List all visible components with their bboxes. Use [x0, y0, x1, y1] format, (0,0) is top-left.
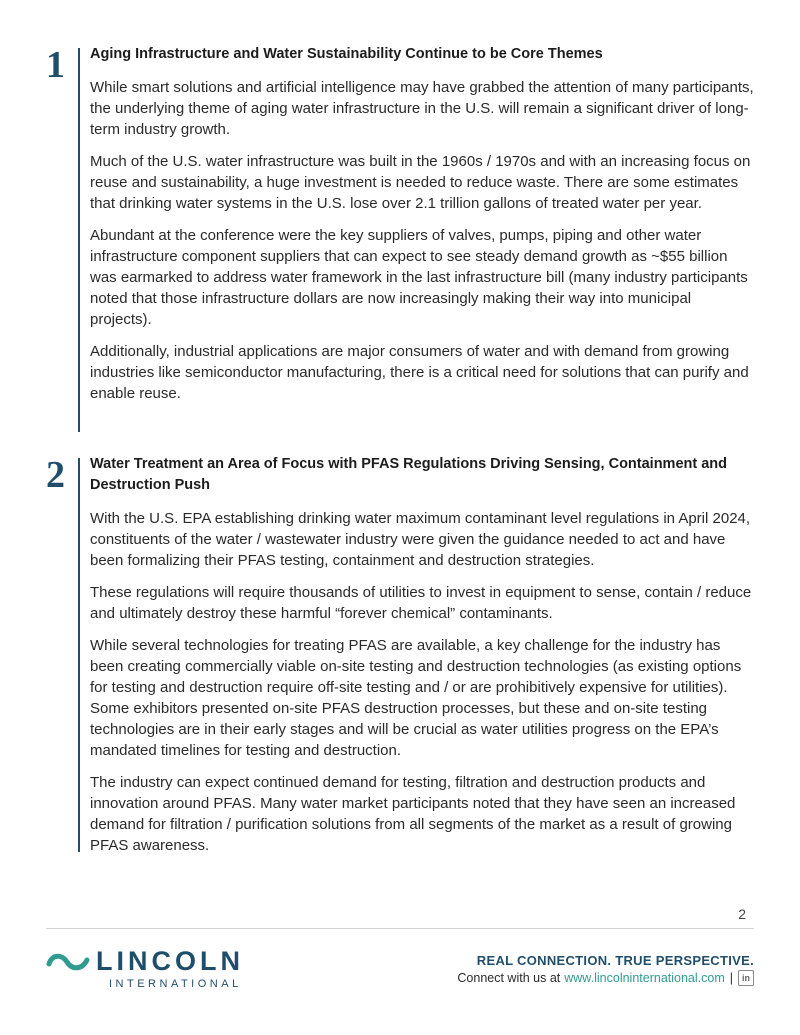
lincoln-wave-icon [46, 950, 90, 974]
section-divider-bar [78, 458, 80, 852]
separator: | [729, 971, 733, 985]
linkedin-icon[interactable]: in [738, 970, 754, 986]
section-heading: Aging Infrastructure and Water Sustainability Continue to be Core Themes [90, 46, 603, 62]
paragraph: These regulations will require thousands of utilities to invest in equipment to sense, contain / reduce and ultimately destroy these harmful “forever chemical” contaminants. [90, 584, 752, 622]
paragraph: Abundant at the conference were the key suppliers of valves, pumps, piping and other water infrastructure component suppliers that can expect to see steady demand growth as ~$55 billion was earmarked to address water framework in the last infrastructure bill (many industry participants noted that those infrastructure dollars are now increasingly making their way into municipal projects). [90, 227, 748, 328]
tagline: REAL CONNECTION. TRUE PERSPECTIVE. [476, 953, 754, 968]
connect-line [457, 970, 754, 986]
section-divider-bar [78, 48, 80, 432]
section-number: 1 [46, 44, 65, 86]
connect-prefix: Connect with us at [457, 971, 561, 985]
section-number: 2 [46, 454, 65, 496]
section-content [90, 454, 755, 867]
paragraph: Additionally, industrial applications are major consumers of water and with demand from growing industries like semiconductor manufacturing, there is a critical need for solutions that can purify and enable reuse. [90, 343, 749, 402]
paragraph: While several technologies for treating PFAS are available, a key challenge for the industry has been creating commercially viable on-site testing and destruction technologies (as existing options for testing and destruction require off-site testing and / or are prohibitively expensive for utilities). Some exhibitors presented on-site PFAS destruction processes, but these and on-site testing technologies are in their early stages and will be crucial as water utilities progress on the EPA’s mandated timelines for testing and destruction. [90, 637, 742, 759]
page-number: 2 [738, 906, 746, 922]
paragraph: The industry can expect continued demand for testing, filtration and destruction products and innovation around PFAS. Many water market participants noted that they have seen an increased demand for filtration / purification solutions from all segments of the market as a result of growing PFAS awareness. [90, 774, 736, 854]
paragraph: While smart solutions and artificial intelligence may have grabbed the attention of many participants, the underlying theme of aging water infrastructure in the U.S. will remain a significant driver of long-term industry growth. [90, 79, 754, 138]
logo-subtitle: INTERNATIONAL [109, 978, 242, 990]
section-heading: Water Treatment an Area of Focus with PFAS Regulations Driving Sensing, Containment and Destruction Push [90, 456, 728, 493]
paragraph: With the U.S. EPA establishing drinking water maximum contaminant level regulations in April 2024, constituents of the water / wastewater industry were given the guidance needed to act and have been formalizing their PFAS testing, containment and destruction strategies. [90, 510, 751, 569]
paragraph: Much of the U.S. water infrastructure was built in the 1960s / 1970s and with an increasing focus on reuse and sustainability, a huge investment is needed to reduce waste. There are some estimates that drinking water systems in the U.S. lose over 2.1 trillion gallons of treated water per year. [90, 153, 751, 212]
website-link[interactable]: www.lincolninternational.com [564, 971, 725, 985]
logo-wordmark: LINCOLN [96, 946, 244, 976]
footer-divider [46, 928, 754, 929]
section-content [90, 44, 755, 415]
